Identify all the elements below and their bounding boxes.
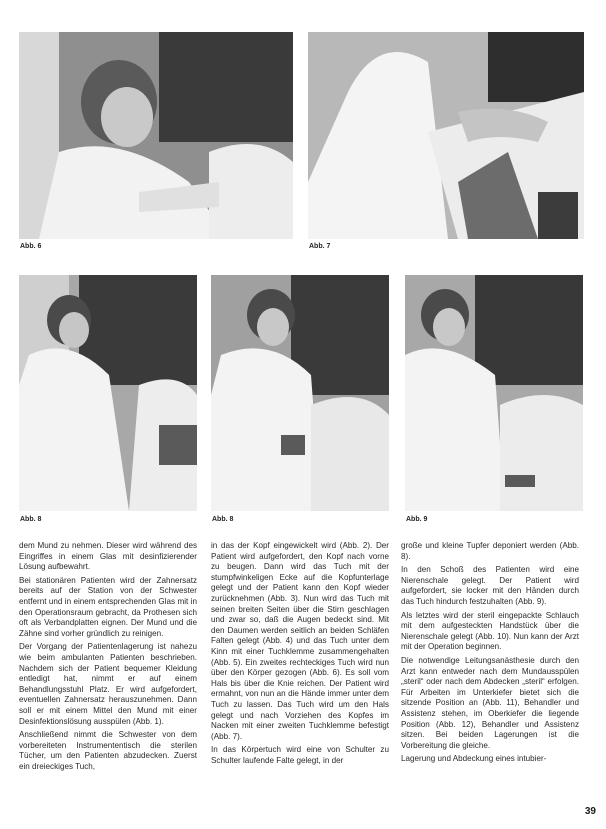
figure-caption: Abb. 9 (406, 516, 428, 523)
paragraph: dem Mund zu nehmen. Dieser wird während des Eingriffes in einem Glas mit desinfizierender Lösung aufbewahrt. (19, 541, 197, 572)
paragraph: In das Körpertuch wird eine von Schulter zu Schulter laufende Falte gelegt, in der (211, 745, 389, 765)
photo-abb-8-left (19, 275, 197, 511)
figure-caption: Abb. 6 (20, 243, 42, 250)
paragraph: Lagerung und Abdeckung eines intubier- (401, 754, 547, 764)
photo-abb-8-center (211, 275, 389, 511)
photo-abb-9 (405, 275, 583, 511)
text-column-2 (211, 541, 389, 769)
paragraph: Bei stationären Patienten wird der Zahnersatz bereits auf der Station von der Schwester entfernt und in einem entsprechenden Glas mit in den Operationsraum gebracht, da Prothesen sich oft als Verbandplatten eignen. Der Mund und die Zähne sind vorher gründlich zu reinigen. (19, 575, 197, 638)
photo-abb-6 (19, 32, 293, 239)
paragraph: Der Vorgang der Patientenlagerung ist nahezu wie beim ambulanten Patienten beschrieben. Nachdem sich der Patient bequemer Kleidung entledigt hat, nimmt er auf einem Behandlungsstuhl Platz. Er wird aufgefordert, eventuellen Zahnersatz herauszunehmen. Dann soll er mit einem Mittel den Mund mit einer Desinfektionslösung ausspülen (Abb. 1). (19, 642, 197, 726)
paragraph: große und kleine Tupfer deponiert werden (Abb. 8). (401, 541, 579, 561)
paragraph: In den Schoß des Patienten wird eine Nierenschale gelegt. Der Patient wird aufgefordert, sie locker mit den Händen durch das Tuch hindurch festzuhalten (Abb. 9). (401, 565, 579, 606)
text-column-1 (19, 541, 197, 775)
paragraph: Als letztes wird der steril eingepackte Schlauch mit dem aufgesteckten Handstück über die Nierenschale gelegt (Abb. 10). Nun kann der Arzt mit der Operation beginnen. (401, 610, 579, 652)
figure-caption: Abb. 8 (212, 516, 234, 523)
paragraph: in das der Kopf eingewickelt wird (Abb. 2). Der Patient wird aufgefordert, den Kopf nach vorne zu beugen. Dann wird das Tuch mit der stumpfwinkeligen Ecke auf die Kopfunterlage gelegt und der Patient kann den Kopf wieder zurücknehmen (Abb. 3). Nun wird das Tuch mit seinen breiten Seiten über die Stirn geschlagen und zwar so, daß die Augen bedeckt sind. Mit den Daumen werden seitlich an beiden Schläfen Falten gelegt (Abb. 4) und das Tuch unter dem Kinn mit einer Tuchklemme zusammengehalten (Abb. 5). Ein zweites rechteckiges Tuch wird nun über den Körper gezogen (Abb. 6). Es soll vom Hals bis über die Knie reichen. Der Patient wird ermahnt, von nun an die Hände immer unter dem Tuch zu lassen. Das Tuch wird um den Hals gelegt und nach Vorziehen des Kopfes im Nacken mit einer zweiten Tuchklemme befestigt (Abb. 7). (211, 541, 389, 741)
page-number: 39 (584, 806, 596, 817)
figure-caption: Abb. 7 (309, 243, 331, 250)
figure-caption: Abb. 8 (20, 516, 42, 523)
photo-abb-7 (308, 32, 584, 239)
paragraph: Anschließend nimmt die Schwester von dem vorbereiteten Instrumententisch die sterilen Tücher, um den Patienten abzudecken. Zuerst ein dreieckiges Tuch, (19, 730, 197, 771)
paragraph: Die notwendige Leitungsanästhesie durch den Arzt kann entweder nach dem Mundausspülen „steril“ oder nach dem Abdecken „steril“ erfolgen. Für Arbeiten im Unterkiefer bietet sich die sitzende Position an (Abb. 11), Behandler und Assistenz stehen, im Oberkiefer die liegende Position (Abb. 12), Behandler und Assistenz sitzen. Bei beiden Lagerungen ist die Vorbereitung die gleiche. (401, 655, 579, 750)
text-column-3 (401, 541, 579, 768)
